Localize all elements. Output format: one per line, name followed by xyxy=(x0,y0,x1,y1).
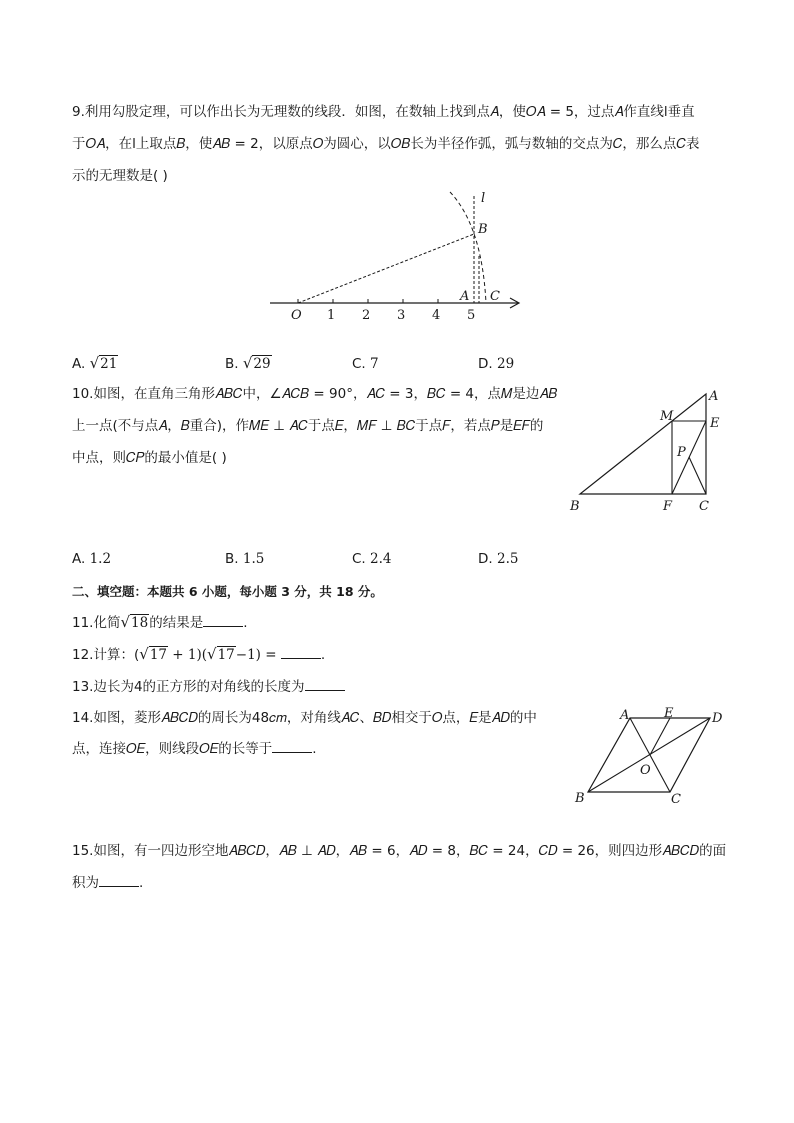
q10-option-c-letter: C. xyxy=(352,551,366,567)
q11 xyxy=(72,612,248,633)
q10-line-1: 10.如图，在直角三角形𝐴𝐵𝐶中，∠𝐴𝐶𝐵 = 90°，𝐴𝐶 = 3，𝐵𝐶 = 4，点𝑀是边𝐴𝐵 xyxy=(72,386,558,402)
q14-diagonal-BD xyxy=(588,718,710,792)
q12-prefix: 12.计算：( xyxy=(72,647,140,663)
q12-end: . xyxy=(320,647,326,663)
q9-label-B: B xyxy=(478,222,488,237)
q10-option-d[interactable] xyxy=(478,551,518,567)
q9-option-d-letter: D. xyxy=(478,356,493,372)
q9-segment-OB xyxy=(298,234,474,303)
q9-label-O: O xyxy=(291,308,302,323)
q10-option-b[interactable] xyxy=(225,551,264,567)
q11-end: . xyxy=(243,615,248,631)
q9-number-line-figure xyxy=(260,186,530,326)
q11-sqrt: √18 xyxy=(120,613,149,631)
q9-label-A: A xyxy=(460,289,470,304)
q10-label-P: P xyxy=(677,445,686,460)
q9-option-a-letter: A. xyxy=(72,356,86,372)
q9-option-a[interactable] xyxy=(72,354,118,372)
q14-label-E: E xyxy=(664,706,674,721)
q10-option-a[interactable] xyxy=(72,551,111,567)
q9-tick-label-4: 4 xyxy=(432,308,441,323)
q9-tick-label-1: 1 xyxy=(327,308,336,323)
q11-answer-blank[interactable] xyxy=(203,612,243,627)
q15-end: . xyxy=(139,875,144,891)
q12-answer-blank[interactable] xyxy=(281,644,321,659)
q14-rhombus-figure xyxy=(568,702,738,808)
q10-segment-CP xyxy=(689,457,706,494)
q10-option-d-value: 2.5 xyxy=(496,551,519,567)
q12-radicand-1: 17 xyxy=(149,647,167,663)
q10-label-E: E xyxy=(710,416,720,431)
q9-option-a-radicand: 21 xyxy=(100,356,118,372)
q12-mid: + 1)( xyxy=(168,647,208,663)
q14-label-D: D xyxy=(712,711,723,726)
q9-option-b[interactable] xyxy=(225,354,272,372)
q15-line-2 xyxy=(72,872,143,893)
q9-option-a-sqrt: √21 xyxy=(89,354,118,372)
q9-line-2: 于𝑂𝐴，在l上取点𝐵，使𝐴𝐵 = 2，以原点𝑂为圆心，以𝑂𝐵长为半径作弧，弧与数轴的交点为𝐶，那么点𝐶表 xyxy=(72,136,700,152)
q10-label-F: F xyxy=(663,499,673,514)
q9-option-b-sqrt: √29 xyxy=(242,354,271,372)
q13-text: 13.边长为4的正方形的对角线的长度为 xyxy=(72,679,305,695)
q10-option-d-letter: D. xyxy=(478,551,493,567)
q11-suffix: 的结果是 xyxy=(149,615,204,631)
section-2-title: 二、填空题：本题共 6 小题，每小题 3 分，共 18 分。 xyxy=(72,584,383,599)
q10-line-3: 中点，则𝐶𝑃的最小值是( ) xyxy=(72,450,227,466)
q14-line-1: 14.如图，菱形𝐴𝐵𝐶𝐷的周长为48𝑐𝑚，对角线𝐴𝐶、𝐵𝐷相交于𝑂点，𝐸是𝐴𝐷的中 xyxy=(72,710,537,726)
q10-label-B: B xyxy=(570,499,580,514)
q15-answer-blank[interactable] xyxy=(99,872,139,887)
q14-label-O: O xyxy=(640,763,651,778)
q12-sqrt-2: √17 xyxy=(207,645,235,663)
q15-line-2-text: 积为 xyxy=(72,875,99,891)
q12-tail: −1) = xyxy=(235,647,281,663)
q12-sqrt-1: √17 xyxy=(139,645,167,663)
q10-option-a-value: 1.2 xyxy=(89,551,112,567)
q10-option-b-value: 1.5 xyxy=(242,551,265,567)
q14-label-A: A xyxy=(620,708,630,723)
q9-option-c-letter: C. xyxy=(352,356,366,372)
q10-option-a-letter: A. xyxy=(72,551,86,567)
q11-radicand: 18 xyxy=(131,615,149,631)
q9-line-3: 示的无理数是( ) xyxy=(72,168,168,184)
q14-line-2 xyxy=(72,738,317,759)
q10-label-M: M xyxy=(660,409,674,424)
q14-line-2-text: 点，连接𝑂𝐸，则线段𝑂𝐸的长等于 xyxy=(72,741,273,757)
q10-label-A: A xyxy=(709,389,719,404)
q10-label-C: C xyxy=(699,499,709,514)
q10-line-2: 上一点(不与点𝐴，𝐵重合)，作𝑀𝐸 ⊥ 𝐴𝐶于点𝐸，𝑀𝐹 ⊥ 𝐵𝐶于点𝐹，若点𝑃是𝐸𝐹的 xyxy=(72,418,544,434)
q9-tick-label-3: 3 xyxy=(397,308,406,323)
q14-label-B: B xyxy=(575,791,585,806)
q10-triangle-ABC xyxy=(580,394,706,494)
q9-arc xyxy=(450,192,486,303)
q9-option-b-radicand: 29 xyxy=(253,356,271,372)
q9-option-d-value: 29 xyxy=(496,356,515,372)
q14-end: . xyxy=(312,741,317,757)
q12 xyxy=(72,644,325,665)
q14-answer-blank[interactable] xyxy=(272,738,312,753)
q12-radicand-2: 17 xyxy=(217,647,235,663)
q9-tick-label-5: 5 xyxy=(467,308,476,323)
q14-segment-OE xyxy=(650,718,670,755)
q9-label-l: l xyxy=(481,191,486,206)
q10-option-b-letter: B. xyxy=(225,551,239,567)
q9-option-b-letter: B. xyxy=(225,356,239,372)
q11-prefix: 11.化简 xyxy=(72,615,121,631)
q13 xyxy=(72,676,345,697)
q13-answer-blank[interactable] xyxy=(305,676,345,691)
q14-label-C: C xyxy=(671,792,681,807)
q15-line-1: 15.如图，有一四边形空地𝐴𝐵𝐶𝐷，𝐴𝐵 ⊥ 𝐴𝐷，𝐴𝐵 = 6，𝐴𝐷 = 8，𝐵𝐶 = 24，𝐶𝐷 = 26，则四边形𝐴𝐵𝐶𝐷的面 xyxy=(72,843,727,859)
q9-line-1: 9.利用勾股定理，可以作出长为无理数的线段．如图，在数轴上找到点𝐴，使𝑂𝐴 = 5，过点𝐴作直线l垂直 xyxy=(72,104,695,120)
q9-option-d[interactable] xyxy=(478,356,514,372)
q9-option-c[interactable] xyxy=(352,356,379,372)
q10-option-c-value: 2.4 xyxy=(370,551,392,567)
q9-tick-label-2: 2 xyxy=(362,308,371,323)
q10-triangle-figure xyxy=(562,384,732,516)
q9-option-c-value: 7 xyxy=(370,356,379,372)
q9-label-C: C xyxy=(490,289,500,304)
q10-option-c[interactable] xyxy=(352,551,392,567)
